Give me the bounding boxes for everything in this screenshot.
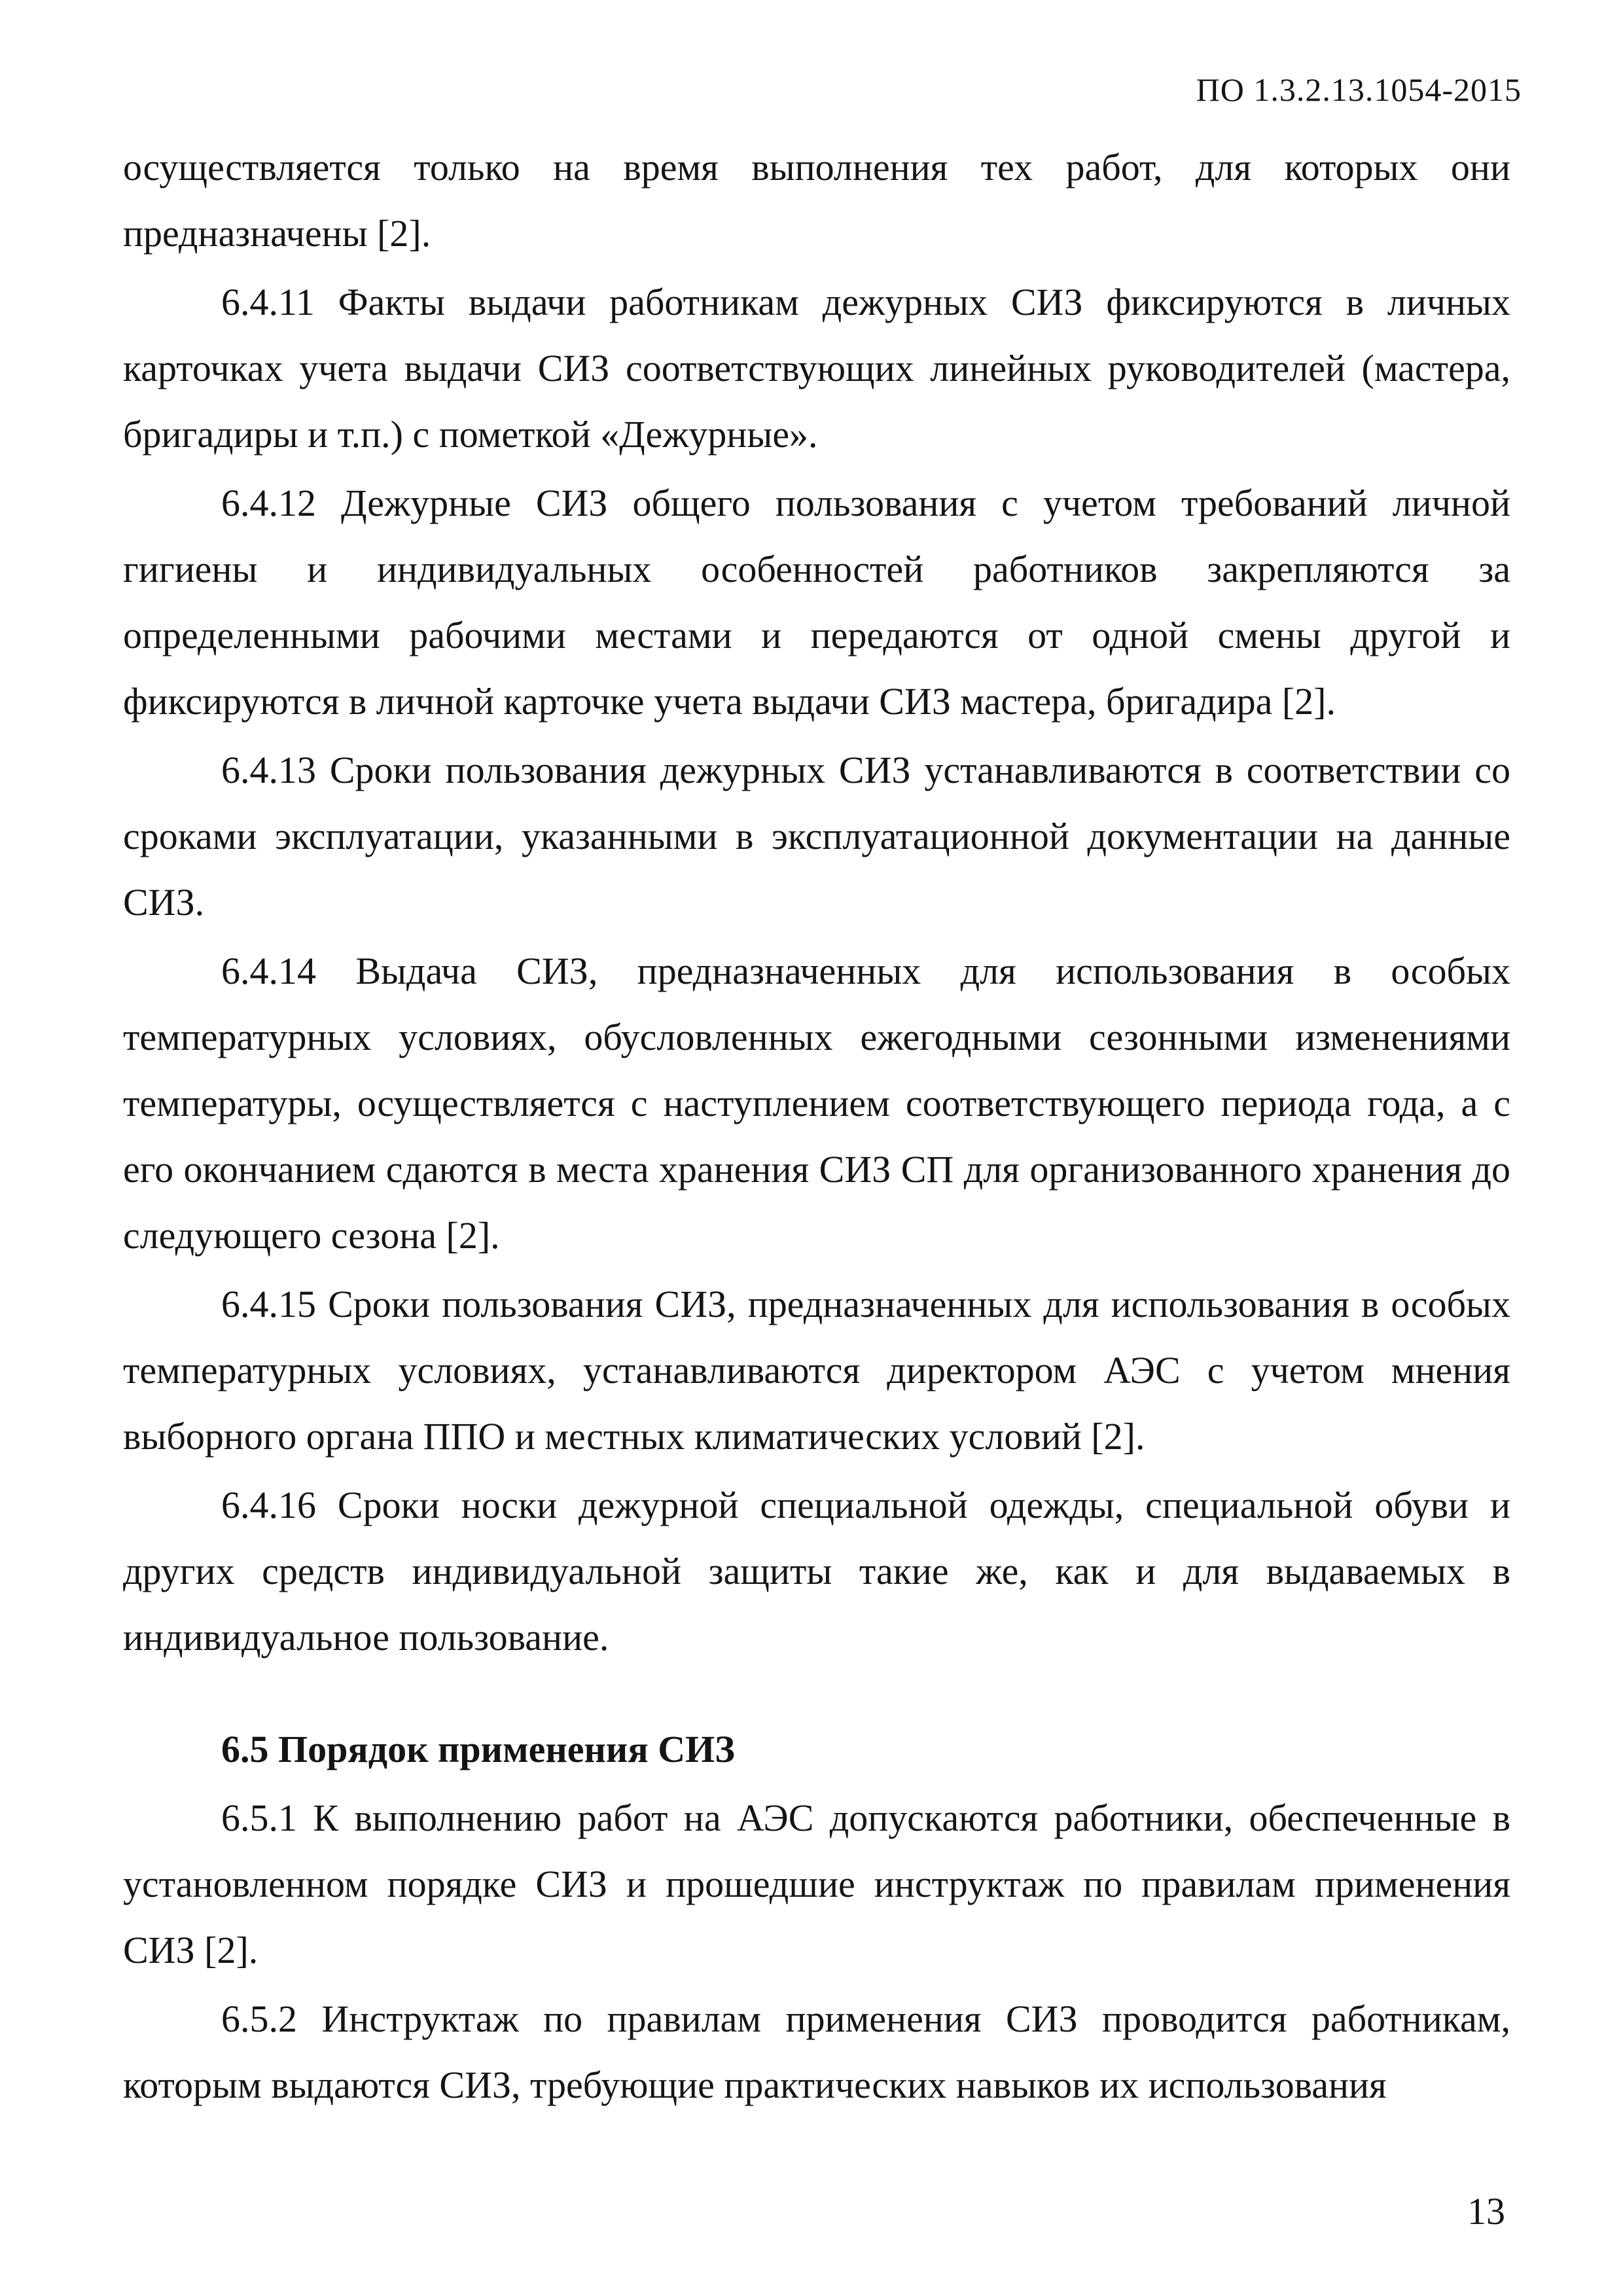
paragraph-continuation: осуществляется только на время выполнения тех работ, для которых они предназначены [2].: [123, 146, 1510, 255]
document-code: ПО 1.3.2.13.1054-2015: [1196, 71, 1522, 108]
paragraph-6-4-15: 6.4.15 Сроки пользования СИЗ, предназначенных для использования в особых температурных условиях, устанавливаются директором АЭС с учетом мнения выборного органа ППО и местных климатических условий [2].: [123, 1283, 1510, 1458]
paragraph-6-4-13: 6.4.13 Сроки пользования дежурных СИЗ устанавливаются в соответствии со сроками эксплуатации, указанными в эксплуатационной документации на данные СИЗ.: [123, 749, 1510, 924]
paragraph-6-4-14: 6.4.14 Выдача СИЗ, предназначенных для использования в особых температурных условиях, обусловленных ежегодными сезонными изменениями температуры, осуществляется с наступлением соответствующего периода года, а с его окончанием сдаются в места хранения СИЗ СП для организованного хранения до следующего сезона [2].: [123, 950, 1510, 1257]
section-heading: 6.5 Порядок применения СИЗ: [221, 1728, 735, 1770]
paragraph-6-5-2: 6.5.2 Инструктаж по правилам применения СИЗ проводится работникам, которым выдаются СИЗ, требующие практических навыков их использования: [123, 1998, 1510, 2106]
paragraph-6-4-16: 6.4.16 Сроки носки дежурной специальной одежды, специальной обуви и других средств индивидуальной защиты такие же, как и для выдаваемых в индивидуальное пользование.: [123, 1484, 1510, 1659]
paragraph-6-5-1: 6.5.1 К выполнению работ на АЭС допускаются работники, обеспеченные в установленном порядке СИЗ и прошедшие инструктаж по правилам применения СИЗ [2].: [123, 1797, 1510, 1971]
paragraph-6-4-12: 6.4.12 Дежурные СИЗ общего пользования с учетом требований личной гигиены и индивидуальных особенностей работников закрепляются за определенными рабочими местами и передаются от одной смены другой и фиксируются в личной карточке учета выдачи СИЗ мастера, бригадира [2].: [123, 482, 1510, 723]
page-number: 13: [1467, 2190, 1505, 2233]
paragraph-6-4-11: 6.4.11 Факты выдачи работникам дежурных СИЗ фиксируются в личных карточках учета выдачи СИЗ соответствующих линейных руководителей (мастера, бригадиры и т.п.) с пометкой «Дежурные».: [123, 281, 1510, 456]
document-body: [123, 134, 1510, 2118]
